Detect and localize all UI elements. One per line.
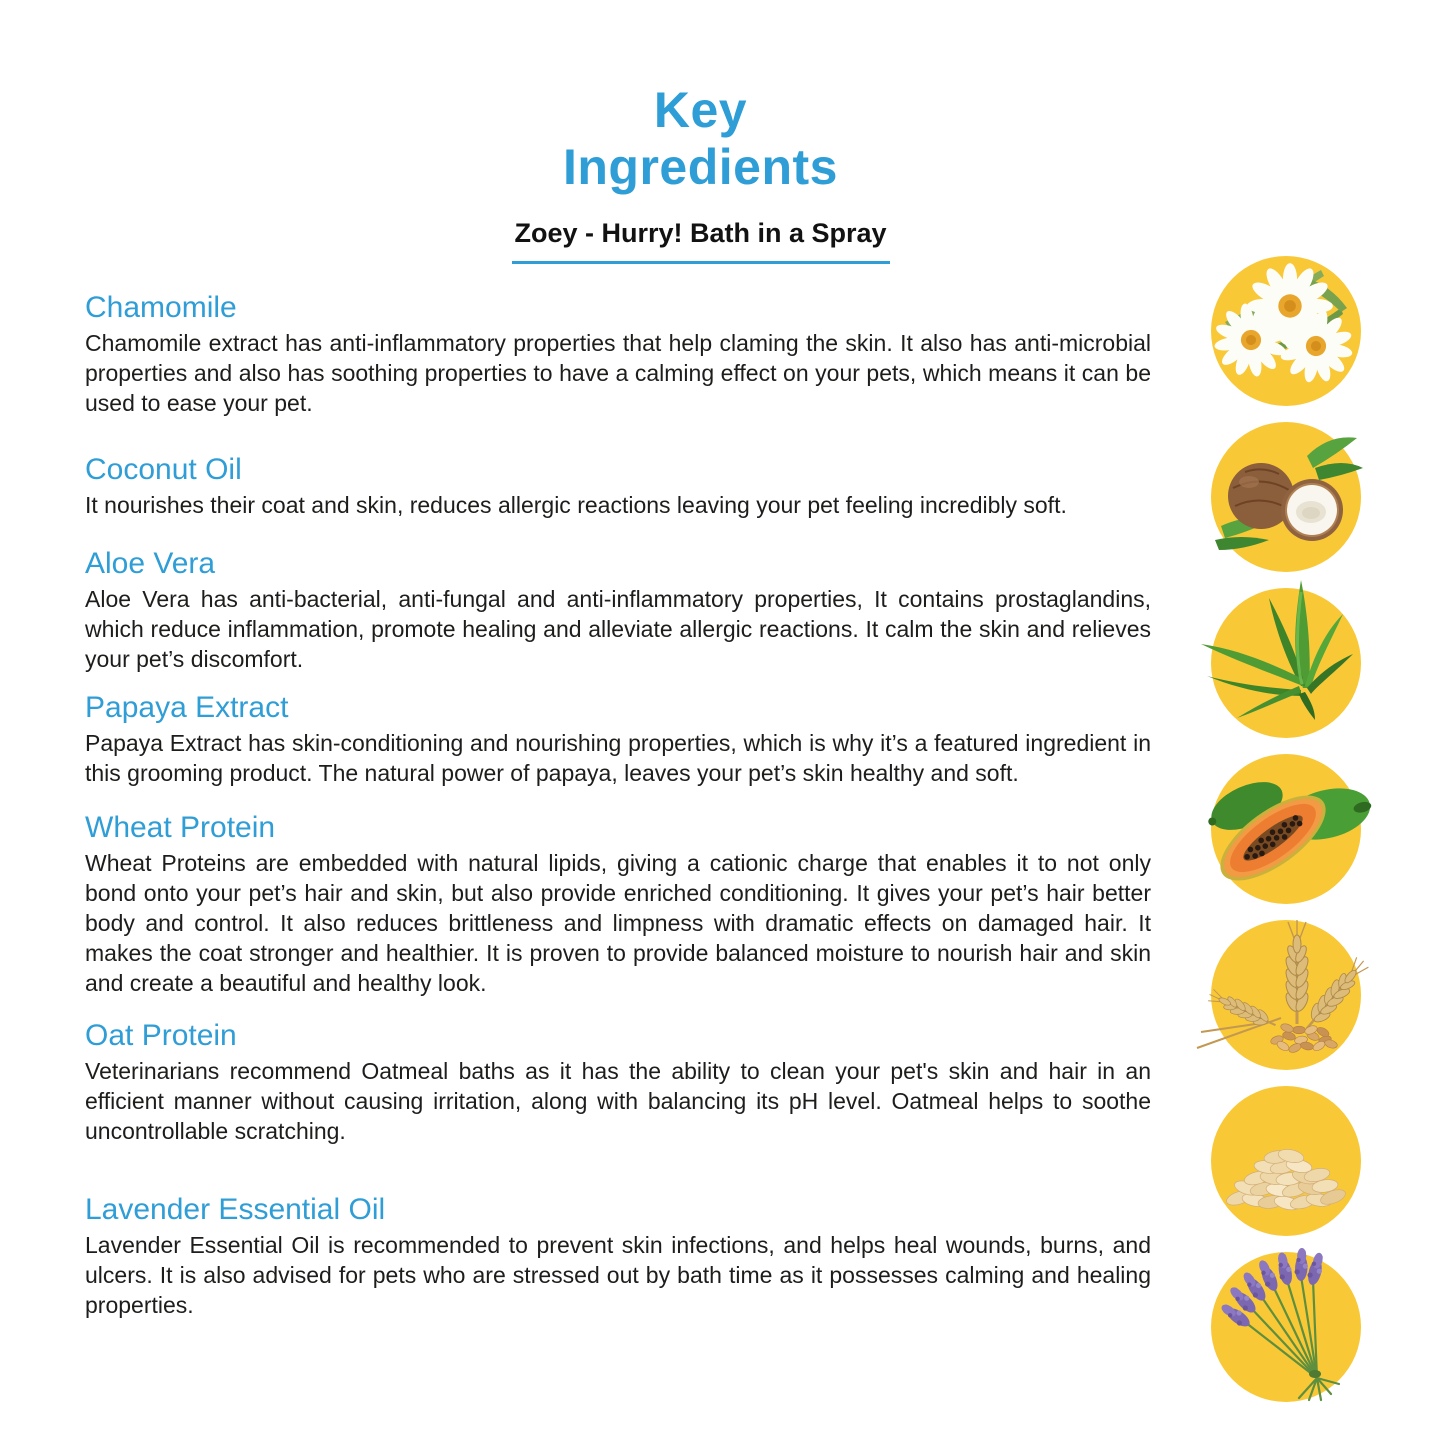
page-title-line2: Ingredients: [563, 139, 838, 195]
coconut-icon: [1211, 422, 1361, 572]
section-papaya-extract: [85, 690, 1151, 788]
ingredient-description: Lavender Essential Oil is recommended to prevent skin infections, and helps heal wounds, burns, and ulcers. It is also advised for pets who are stressed out by bath time as it possesses calming and healing properties.: [85, 1232, 1151, 1318]
product-name: Zoey - Hurry! Bath in a Spray: [514, 218, 887, 248]
ingredient-heading: Papaya Extract: [85, 691, 289, 724]
aloe-vera-circle: [1211, 588, 1361, 738]
wheat-icon: [1211, 920, 1361, 1070]
lavender-icon: [1211, 1252, 1361, 1402]
ingredient-icon-rail: [1211, 256, 1361, 1418]
ingredient-description: Veterinarians recommend Oatmeal baths as it has the ability to clean your pet's skin and hair in an efficient manner without causing irritation, along with balancing its pH level. Oatmeal helps to soothe uncontrollable scratching.: [85, 1058, 1151, 1144]
title-underline: [512, 261, 890, 264]
section-aloe-vera: [85, 546, 1151, 674]
section-wheat-protein: [85, 810, 1151, 998]
oats-circle: [1211, 1086, 1361, 1236]
ingredient-description: Papaya Extract has skin-conditioning and nourishing properties, which is why it’s a featured ingredient in this grooming product. The natural power of papaya, leaves your pet’s skin healthy and soft.: [85, 730, 1151, 786]
ingredient-sections: [85, 290, 1151, 1320]
papaya-icon: [1211, 754, 1361, 904]
ingredient-heading: Wheat Protein: [85, 811, 276, 844]
oats-icon: [1211, 1086, 1361, 1236]
section-coconut-oil: [85, 452, 1151, 520]
lavender-circle: [1211, 1252, 1361, 1402]
coconut-circle: [1211, 422, 1361, 572]
wheat-circle: [1211, 920, 1361, 1070]
ingredient-description: It nourishes their coat and skin, reduces allergic reactions leaving your pet feeling incredibly soft.: [85, 492, 1067, 518]
ingredient-heading: Chamomile: [85, 291, 237, 324]
ingredient-heading: Coconut Oil: [85, 453, 242, 486]
ingredient-heading: Aloe Vera: [85, 547, 216, 580]
ingredient-description: Wheat Proteins are embedded with natural lipids, giving a cationic charge that enables it to not only bond onto your pet’s hair and skin, but also provide enriched conditioning. It gives your pet’s hair better body and control. It also reduces brittleness and limpness with dramatic effects on damaged hair. It makes the coat stronger and healthier. It is proven to provide balanced moisture to nourish hair and skin and create a beautiful and healthy look.: [85, 850, 1151, 996]
ingredient-heading: Lavender Essential Oil: [85, 1193, 386, 1226]
section-lavender-essential-oil: [85, 1192, 1151, 1320]
chamomile-circle: [1211, 256, 1361, 406]
papaya-circle: [1211, 754, 1361, 904]
section-oat-protein: [85, 1018, 1151, 1146]
chamomile-flowers-icon: [1211, 256, 1361, 406]
ingredient-heading: Oat Protein: [85, 1019, 237, 1052]
page-title-line1: Key: [653, 82, 748, 138]
page-title: [0, 82, 1423, 196]
header: [0, 82, 1423, 264]
ingredient-description: Aloe Vera has anti-bacterial, anti-fungal and anti-inflammatory properties, It contains prostaglandins, which reduce inflammation, promote healing and alleviate allergic reactions. It calm the skin and relieves your pet’s discomfort.: [85, 586, 1151, 672]
ingredient-description: Chamomile extract has anti-inflammatory properties that help claming the skin. It also has anti-microbial properties and also has soothing properties to have a calming effect on your pets, which means it can be used to ease your pet.: [85, 330, 1151, 416]
section-chamomile: [85, 290, 1151, 418]
aloe-vera-icon: [1211, 588, 1361, 738]
